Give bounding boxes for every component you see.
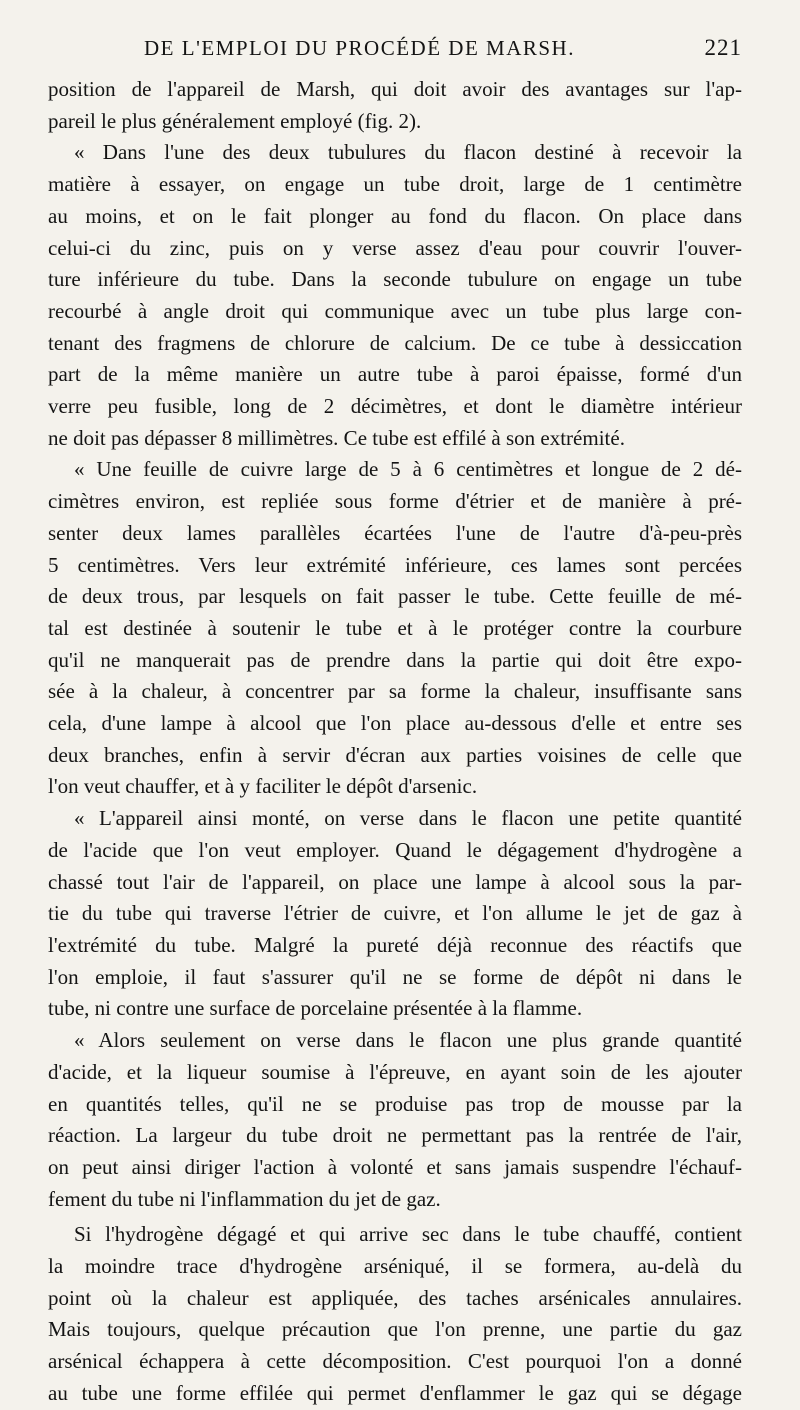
text-line: l'extrémité du tube. Malgré la pureté déjà reconnue des réactifs que [48, 932, 742, 957]
text-line: Mais toujours, quelque précaution que l'on prenne, une partie du gaz [48, 1317, 742, 1342]
text-line: tenant des fragmens de chlorure de calcium. De ce tube à dessiccation [48, 330, 742, 355]
body-text [48, 74, 742, 1410]
paragraph [48, 137, 742, 454]
text-line: en quantités telles, qu'il ne se produise pas trop de mousse par la [48, 1091, 742, 1116]
text-line: matière à essayer, on engage un tube droit, large de 1 centimètre [48, 172, 742, 197]
text-line: arsénical échappera à cette décomposition. C'est pourquoi l'on a donné [48, 1349, 742, 1374]
text-line: tube, ni contre une surface de porcelaine présentée à la flamme. [48, 996, 583, 1021]
text-line: pareil le plus généralement employé (fig. 2). [48, 108, 422, 133]
text-line: de deux trous, par lesquels on fait passer le tube. Cette feuille de mé- [48, 584, 742, 609]
text-line: celui-ci du zinc, puis on y verse assez d'eau pour couvrir l'ouver- [48, 235, 742, 260]
text-line: senter deux lames parallèles écartées l'une de l'autre d'à-peu-près [48, 520, 742, 545]
paragraph [48, 1219, 742, 1409]
text-line: chassé tout l'air de l'appareil, on place une lampe à alcool sous la par- [48, 869, 742, 894]
text-line: ture inférieure du tube. Dans la seconde tubulure on engage un tube [48, 267, 742, 292]
text-line: Si l'hydrogène dégagé et qui arrive sec dans le tube chauffé, contient [74, 1222, 742, 1247]
text-line: tal est destinée à soutenir le tube et à le protéger contre la courbure [48, 615, 742, 640]
text-line: tie du tube qui traverse l'étrier de cuivre, et l'on allume le jet de gaz à [48, 901, 742, 926]
paragraph [48, 1025, 742, 1215]
text-line: réaction. La largeur du tube droit ne permettant pas la rentrée de l'air, [48, 1123, 742, 1148]
text-line: l'on emploie, il faut s'assurer qu'il ne se forme de dépôt ni dans le [48, 964, 742, 989]
text-line: « Une feuille de cuivre large de 5 à 6 centimètres et longue de 2 dé- [74, 457, 742, 482]
text-line: qu'il ne manquerait pas de prendre dans la partie qui doit être expo- [48, 647, 742, 672]
text-line: au moins, et on le fait plonger au fond du flacon. On place dans [48, 203, 742, 228]
paragraph [48, 803, 742, 1025]
running-title: DE L'EMPLOI DU PROCÉDÉ DE MARSH. [144, 36, 575, 60]
running-head [48, 36, 742, 70]
paragraph [48, 74, 742, 137]
text-line: 5 centimètres. Vers leur extrémité inférieure, ces lames sont percées [48, 552, 742, 577]
text-line: fement du tube ni l'inflammation du jet de gaz. [48, 1186, 441, 1211]
text-line: point où la chaleur est appliquée, des taches arsénicales annulaires. [48, 1285, 742, 1310]
text-line: part de la même manière un autre tube à paroi épaisse, formé d'un [48, 362, 742, 387]
text-line: la moindre trace d'hydrogène arséniqué, il se formera, au-delà du [48, 1254, 742, 1279]
text-line: recourbé à angle droit qui communique avec un tube plus large con- [48, 298, 742, 323]
text-line: l'on veut chauffer, et à y faciliter le dépôt d'arsenic. [48, 774, 478, 799]
paragraph [48, 454, 742, 803]
text-line: cimètres environ, est repliée sous forme d'étrier et de manière à pré- [48, 489, 742, 514]
text-line: cela, d'une lampe à alcool que l'on place au-dessous d'elle et entre ses [48, 711, 742, 736]
text-line: « L'appareil ainsi monté, on verse dans le flacon une petite quantité [74, 806, 742, 831]
page-number: 221 [704, 35, 742, 60]
text-line: on peut ainsi diriger l'action à volonté et sans jamais suspendre l'échauf- [48, 1154, 742, 1179]
text-line: au tube une forme effilée qui permet d'enflammer le gaz qui se dégage [48, 1380, 742, 1405]
text-line: d'acide, et la liqueur soumise à l'épreuve, en ayant soin de les ajouter [48, 1059, 742, 1084]
text-line: deux branches, enfin à servir d'écran aux parties voisines de celle que [48, 742, 742, 767]
text-line: « Alors seulement on verse dans le flacon une plus grande quantité [74, 1028, 742, 1053]
text-line: de l'acide que l'on veut employer. Quand le dégagement d'hydrogène a [48, 837, 742, 862]
text-line: « Dans l'une des deux tubulures du flacon destiné à recevoir la [74, 140, 742, 165]
text-line: ne doit pas dépasser 8 millimètres. Ce tube est effilé à son extrémité. [48, 425, 625, 450]
text-line: sée à la chaleur, à concentrer par sa forme la chaleur, insuffisante sans [48, 679, 742, 704]
text-line: position de l'appareil de Marsh, qui doit avoir des avantages sur l'ap- [48, 77, 742, 101]
text-line: verre peu fusible, long de 2 décimètres, et dont le diamètre intérieur [48, 394, 742, 419]
